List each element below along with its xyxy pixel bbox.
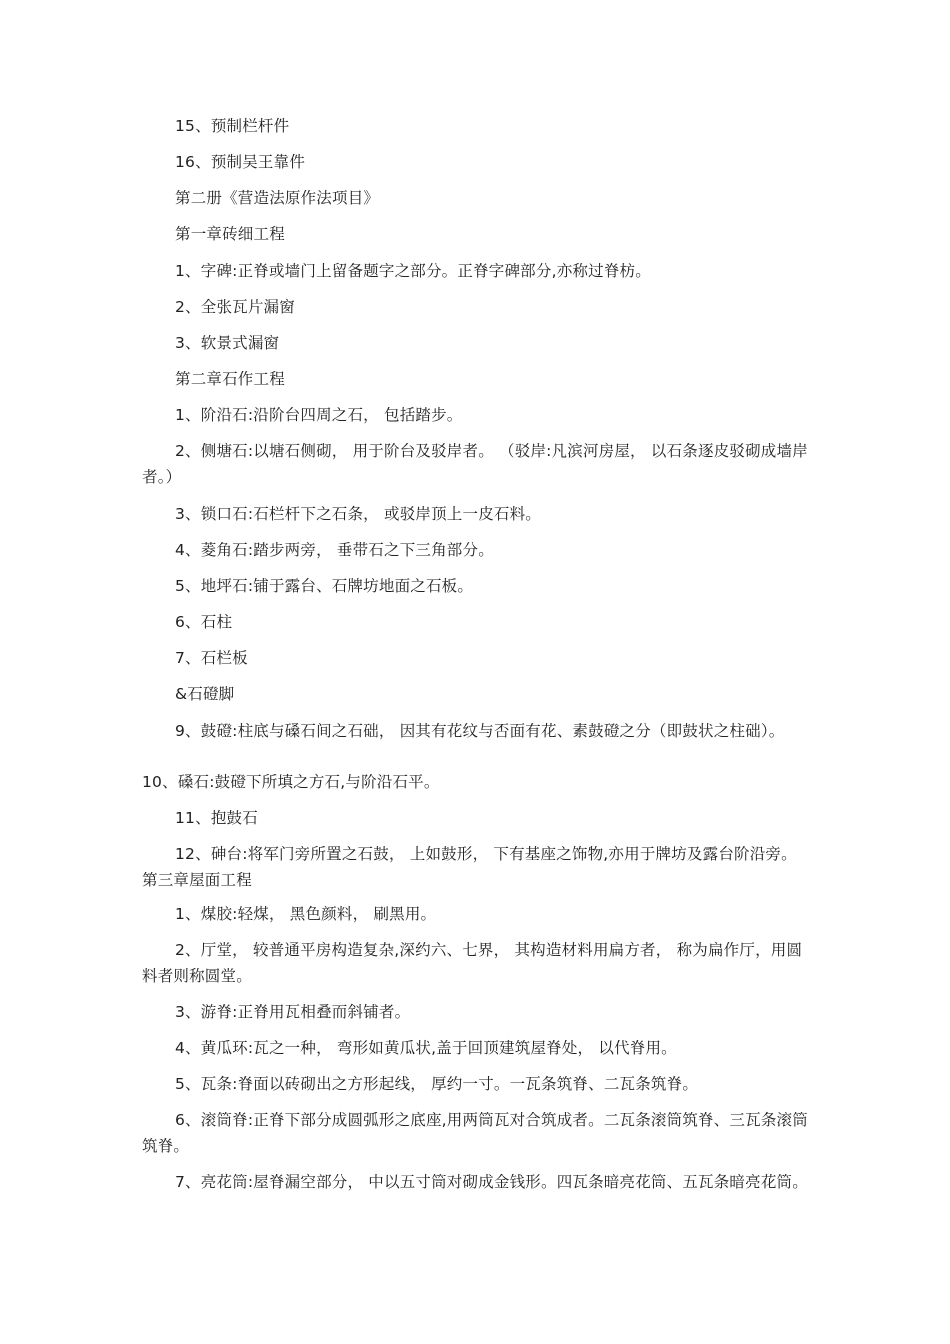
chapter-heading: 第一章砖细工程 — [175, 225, 285, 243]
list-item: 10、磉石:鼓磴下所填之方石,与阶沿石平。 — [142, 773, 440, 791]
list-item: 9、鼓磴:柱底与磉石间之石础， 因其有花纹与否面有花、素鼓磴之分（即鼓状之柱础）。 — [175, 722, 785, 740]
list-item: 5、瓦条:脊面以砖砌出之方形起线， 厚约一寸。一瓦条筑脊、二瓦条筑脊。 — [175, 1075, 699, 1093]
list-item: 16、预制吴王靠件 — [175, 153, 306, 171]
chapter-heading: 第二章石作工程 — [175, 370, 285, 388]
list-item: 4、黄瓜环:瓦之一种， 弯形如黄瓜状,盖于回顶建筑屋脊处， 以代脊用。 — [175, 1039, 677, 1057]
list-item: 1、阶沿石:沿阶台四周之石， 包括踏步。 — [175, 406, 463, 424]
list-item: 6、石柱 — [175, 613, 233, 631]
list-item: 7、亮花筒:屋脊漏空部分， 中以五寸筒对砌成金钱形。四瓦条暗亮花筒、五瓦条暗亮花筒。 — [175, 1173, 808, 1191]
volume-title: 第二册《营造法原作法项目》 — [175, 189, 380, 207]
list-item: 4、菱角石:踏步两旁， 垂带石之下三角部分。 — [175, 541, 494, 559]
list-item: 5、地坪石:铺于露台、石牌坊地面之石板。 — [175, 577, 474, 595]
list-item: 3、游脊:正脊用瓦相叠而斜铺者。 — [175, 1003, 411, 1021]
list-item: 2、厅堂， 较普通平房构造复杂,深约六、七界， 其构造材料用扁方者， 称为扁作厅，用圆料者则称圆堂。 — [142, 941, 803, 985]
list-item: 15、预制栏杆件 — [175, 117, 290, 135]
list-item: 3、锁口石:石栏杆下之石条， 或驳岸顶上一皮石料。 — [175, 505, 542, 523]
list-item: 11、抱鼓石 — [175, 809, 258, 827]
list-item: 3、软景式漏窗 — [175, 334, 280, 352]
list-item: 2、侧塘石:以塘石侧砌， 用于阶台及驳岸者。 （驳岸:凡滨河房屋， 以石条逐皮驳砌成墙岸者。） — [142, 442, 808, 486]
list-item: 1、字碑:正脊或墙门上留备题字之部分。正脊字碑部分,亦称过脊枋。 — [175, 262, 651, 280]
list-item: 1、煤胶:轻煤， 黑色颜料， 刷黑用。 — [175, 905, 437, 923]
list-item: 12、砷台:将军门旁所置之石鼓， 上如鼓形， 下有基座之饰物,亦用于牌坊及露台阶沿旁。第三章屋面工程 — [142, 845, 797, 889]
list-item: 2、全张瓦片漏窗 — [175, 298, 295, 316]
list-item: 6、滚筒脊:正脊下部分成圆弧形之底座,用两筒瓦对合筑成者。二瓦条滚筒筑脊、三瓦条滚筒筑脊。 — [142, 1111, 808, 1155]
list-item: 7、石栏板 — [175, 649, 248, 667]
list-item: &石磴脚 — [175, 685, 235, 703]
